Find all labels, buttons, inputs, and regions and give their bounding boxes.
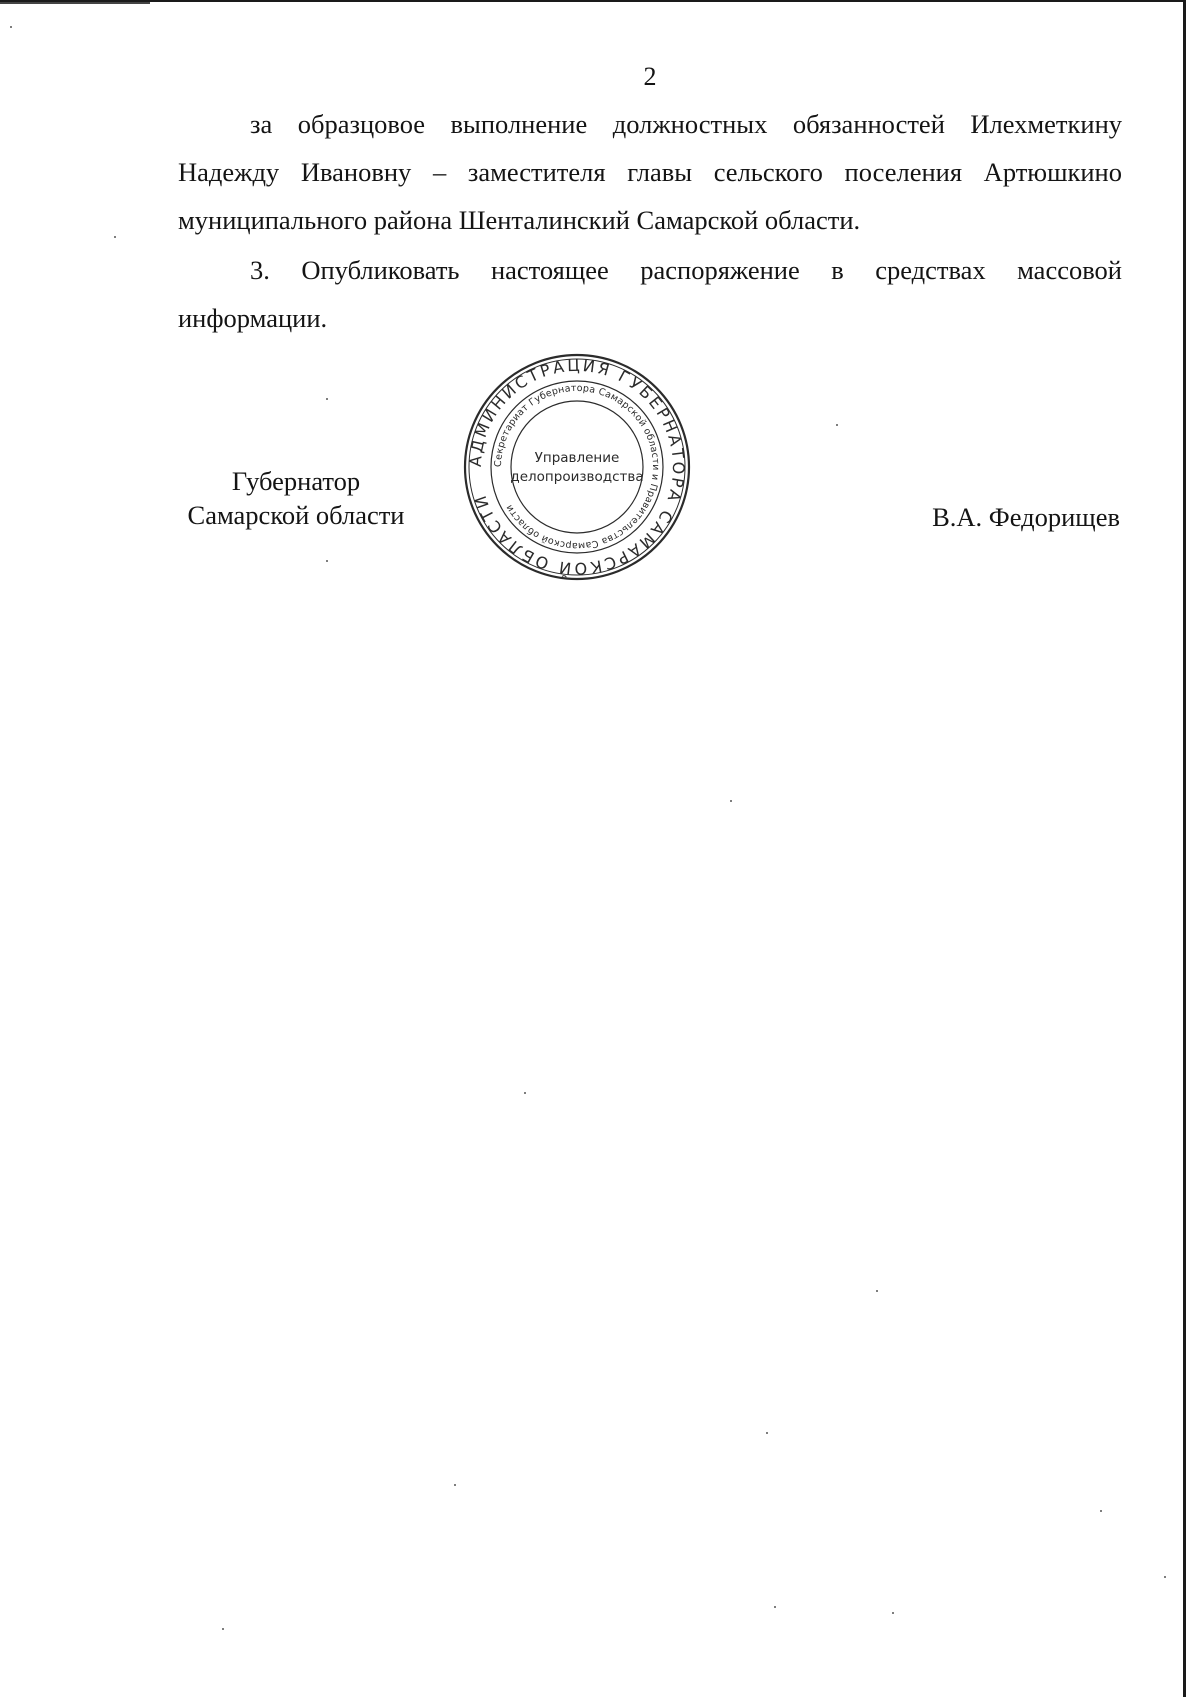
page-number: 2 <box>643 62 657 91</box>
official-seal-stamp <box>462 352 692 582</box>
signatory-position-line: Губернатор <box>231 466 361 496</box>
seal-center-line-1: Управление <box>534 450 620 466</box>
scan-speck <box>892 1612 894 1614</box>
signatory-name: В.А. Федорищев <box>932 502 1120 532</box>
seal-outer-text: АДМИНИСТРАЦИЯ ГУБЕРНАТОРА САМАРСКОЙ ОБЛАСТИ <box>465 355 689 579</box>
scan-speck <box>730 800 732 802</box>
scan-speck <box>774 1606 776 1608</box>
scan-edge-mark <box>0 2 150 4</box>
paragraph-2-line: информации. <box>178 303 328 333</box>
paragraph-1-line: Надежду Ивановну – заместителя главы сельского поселения Артюшкино <box>178 157 1122 187</box>
paragraph-1 <box>178 100 1122 244</box>
scan-speck <box>326 560 328 562</box>
signatory-position <box>166 464 426 532</box>
paragraph-2-line: 3. Опубликовать настоящее распоряжение в средствах массовой <box>250 255 1122 285</box>
paragraph-1-line: муниципального района Шенталинский Самарской области. <box>178 205 861 235</box>
scan-speck <box>524 1092 526 1094</box>
scan-speck <box>836 424 838 426</box>
scan-speck <box>222 1628 224 1630</box>
scan-edge-right <box>1183 0 1186 1697</box>
scan-speck <box>766 1432 768 1434</box>
paragraph-1-line: за образцовое выполнение должностных обязанностей Илехметкину <box>250 109 1122 139</box>
scan-edge-top <box>0 0 1186 2</box>
scan-speck <box>1100 1510 1102 1512</box>
signatory-position-line: Самарской области <box>187 500 405 530</box>
scan-speck <box>454 1484 456 1486</box>
scan-speck <box>10 26 12 28</box>
seal-inner-text: Секретариат Губернатора Самарской области и Правительства Самарской области <box>492 382 662 552</box>
scan-speck <box>876 1290 878 1292</box>
scan-speck <box>1164 1576 1166 1578</box>
scan-speck <box>114 236 116 238</box>
seal-center-line-2: делопроизводства <box>510 469 644 485</box>
scan-speck <box>326 398 328 400</box>
paragraph-2 <box>178 246 1122 342</box>
